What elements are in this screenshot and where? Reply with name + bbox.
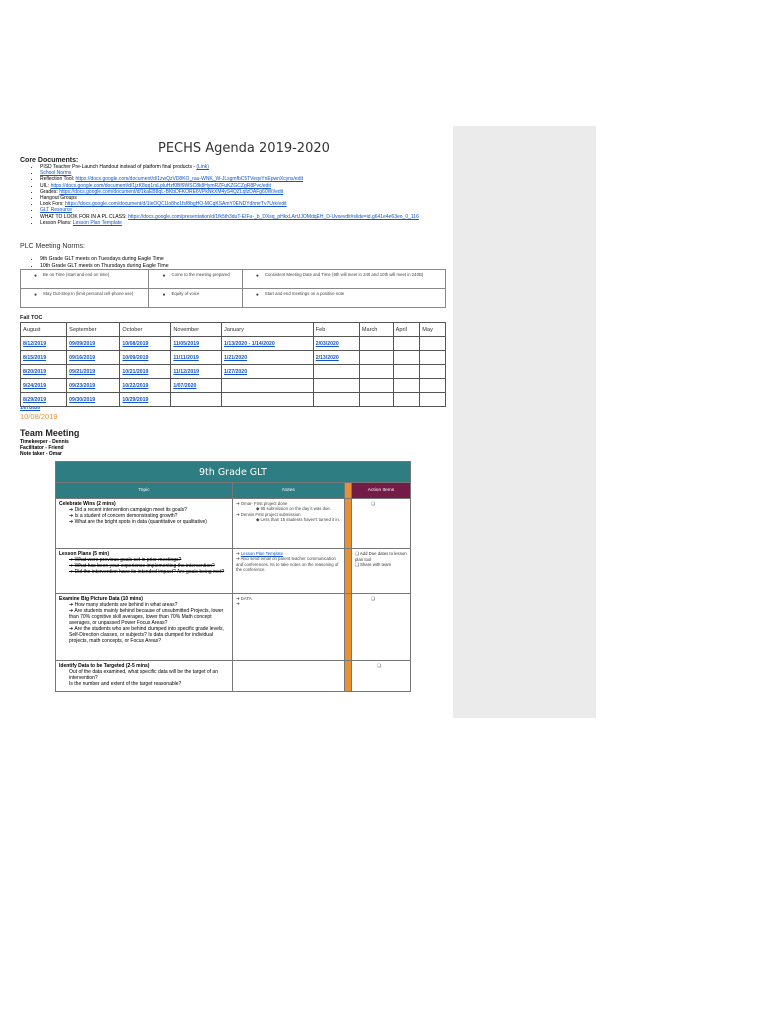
fall-toc-table bbox=[20, 322, 446, 407]
toc-link[interactable]: 8/15/2019 bbox=[21, 351, 67, 365]
section-title: Celebrate Wins (2 mins) bbox=[59, 501, 116, 507]
toc-cell bbox=[313, 365, 359, 379]
norms-table bbox=[20, 269, 446, 308]
topic-cell bbox=[56, 661, 233, 692]
notes-cell bbox=[233, 594, 345, 661]
toc-link[interactable]: 09/16/2019 bbox=[67, 351, 120, 365]
plc-norms-list bbox=[20, 256, 169, 269]
core-documents-list bbox=[20, 164, 460, 226]
section-title: Lesson Plans (5 min) bbox=[59, 551, 110, 557]
norm-cell: ● Be on Time (start and end on time) bbox=[21, 270, 149, 289]
fall-toc-heading: Fall TOC bbox=[20, 315, 43, 321]
list-item: • 10th Grade GLT meets on Thursdays during Eagle Time bbox=[40, 263, 169, 270]
link[interactable]: School Norms bbox=[40, 170, 72, 177]
column-header: March bbox=[359, 323, 393, 337]
toc-link[interactable]: 8/29/2019 bbox=[21, 393, 67, 407]
column-header: May bbox=[420, 323, 446, 337]
column-header: April bbox=[393, 323, 420, 337]
toc-link[interactable]: 8/20/2019 bbox=[21, 365, 67, 379]
table-row bbox=[21, 337, 446, 351]
toc-cell bbox=[393, 365, 420, 379]
list-item: ➔ Is a student of concern demonstrating growth? bbox=[69, 513, 178, 519]
meeting-roles bbox=[20, 440, 69, 457]
toc-link[interactable]: 11/11/2019 bbox=[171, 351, 222, 365]
note-item: ➔ Dennis First project submission bbox=[236, 511, 301, 517]
orange-divider bbox=[345, 483, 352, 499]
toc-cell bbox=[420, 365, 446, 379]
toc-extra-link[interactable]: 1/07/2020 bbox=[20, 405, 41, 410]
orange-divider bbox=[345, 549, 352, 594]
toc-link[interactable]: 9/24/2019 bbox=[21, 379, 67, 393]
checkbox-icon[interactable]: ❏ bbox=[377, 663, 381, 668]
note-item: ➔ DATA bbox=[236, 596, 252, 601]
note-item: ➔ Lesson Plan Template bbox=[236, 551, 283, 556]
toc-link[interactable]: 2/13/2020 bbox=[313, 351, 359, 365]
list-item: • WHAT TO LOOK FOR IN A PL CLASS: https://docs.google.com/presentation/d/1fk5th3duT-EIFu-_b_DXsq_pHkxLArtJJOMdqEH_D-Uvxevdit#slide=id.g641e4e63eo_0_116 bbox=[40, 214, 460, 220]
page-title: PECHS Agenda 2019-2020 bbox=[158, 141, 330, 156]
toc-link[interactable]: 1/21/2020 bbox=[222, 351, 314, 365]
toc-link[interactable]: 1/13/2020 - 1/14/2020 bbox=[222, 337, 314, 351]
notes-cell bbox=[233, 499, 345, 549]
norm-cell: ● Come to the meeting prepared bbox=[149, 270, 242, 289]
toc-link[interactable]: 10/09/2019 bbox=[120, 351, 171, 365]
orange-divider bbox=[345, 499, 352, 549]
notes-header: Notes bbox=[233, 483, 345, 499]
column-header: August bbox=[21, 323, 67, 337]
toc-cell bbox=[313, 393, 359, 407]
toc-link[interactable]: 1/27/2020 bbox=[222, 365, 314, 379]
toc-cell bbox=[171, 393, 222, 407]
link[interactable]: https://docs.google.com/document/d/1jzK8qq1rsLpluHzf0Bf9WSC8k8HymRZFuKZGCZgR8Pvc/edit bbox=[50, 182, 271, 189]
core-documents-heading: Core Documents: bbox=[20, 157, 79, 164]
link[interactable]: Lesson Plan Template bbox=[72, 219, 122, 226]
list-item: ➔ What are the bright spots in data (quantitative or qualitative) bbox=[69, 519, 207, 525]
note-item: ◆ 95 submission on the day it was due. bbox=[256, 506, 331, 512]
plc-norms-heading: PLC Meeting Norms: bbox=[20, 243, 85, 250]
actions-cell bbox=[352, 594, 411, 661]
column-header: October bbox=[120, 323, 171, 337]
column-header: January bbox=[222, 323, 314, 337]
table-row bbox=[21, 365, 446, 379]
link[interactable]: (Link) bbox=[196, 164, 209, 170]
list-item: ➔ Are the students who are behind clumped into specific grade levels, Self-Direction classes, or subjects? Is data clumped for individual projects, math concepts, or Focus Areas? bbox=[69, 626, 224, 644]
toc-cell bbox=[359, 393, 393, 407]
glt-title: 9th Grade GLT bbox=[56, 462, 411, 483]
toc-cell bbox=[359, 337, 393, 351]
topic-cell bbox=[56, 499, 233, 549]
list-item: ➔ Are students mainly behind because of unsubmitted Projects, lower than 70% cognitive skill averages, lower than 70% Math concept averages, or unpassed Power Focus Areas? bbox=[69, 608, 224, 626]
norm-cell: ● Equity of voice bbox=[149, 289, 242, 308]
orange-divider bbox=[345, 594, 352, 661]
list-item: ➔ What were previous goals set in prior meetings? bbox=[69, 557, 182, 563]
list-item: ➔ Did a recent intervention campaign meet its goals? bbox=[69, 507, 187, 513]
action-item[interactable]: ❏ Share with team bbox=[355, 562, 392, 568]
norm-cell: ● Stay Out-Step In (limit personal cell-phone use) bbox=[21, 289, 149, 308]
toc-link[interactable]: 09/30/2019 bbox=[67, 393, 120, 407]
list-item: ➔ Did the intervention have its intended impact? Are goals being met? bbox=[69, 569, 225, 575]
toc-cell bbox=[393, 379, 420, 393]
toc-link[interactable]: 10/21/2019 bbox=[120, 365, 171, 379]
note-item: ➔ bbox=[236, 601, 240, 607]
table-row bbox=[21, 351, 446, 365]
toc-link[interactable]: 09/23/2019 bbox=[67, 379, 120, 393]
list-item: • 9th Grade GLT meets on Tuesdays during Eagle Time bbox=[40, 256, 169, 263]
checkbox-icon[interactable]: ❏ bbox=[371, 501, 375, 506]
link[interactable]: https://docs.google.com/document/d/1leOQCUo8hc1fsf8bgHO-MCqKSAmY0ENDYdhmrTv7Urk/edit bbox=[65, 201, 287, 208]
link[interactable]: https://docs.google.com/presentation/d/1fk5th3duT-EIFu-_b_DXsq_pHkxLArtJJOMdqEH_D-Uvxevdit#slide=id.g641e4e63eo_0_116 bbox=[128, 213, 419, 220]
toc-link[interactable]: 10/22/2019 bbox=[120, 379, 171, 393]
glt-agenda-table bbox=[55, 461, 411, 692]
lesson-plan-link[interactable]: Lesson Plan Template bbox=[240, 551, 283, 556]
list-item: Is the number and extent of the target reasonable? bbox=[69, 681, 182, 687]
toc-cell bbox=[393, 351, 420, 365]
list-item: • Lesson Plans: Lesson Plan Template bbox=[40, 220, 460, 226]
list-item: ➔ How many students are behind in what areas? bbox=[69, 602, 178, 608]
actions-cell bbox=[352, 549, 411, 594]
norm-cell: ● Start and end meetings on a positive note bbox=[242, 289, 445, 308]
toc-link[interactable]: 09/21/2019 bbox=[67, 365, 120, 379]
section-title: Identify Data to be Targeted (2-5 mins) bbox=[59, 663, 150, 669]
toc-cell bbox=[393, 337, 420, 351]
toc-cell bbox=[359, 365, 393, 379]
note-item: ➔ Also send email on parent teacher communication and conferences. Its to take notes on the reasoning of the conference. bbox=[236, 556, 339, 573]
toc-cell bbox=[222, 393, 314, 407]
section-title: Examine Big Picture Data (10 mins) bbox=[59, 596, 143, 602]
toc-link[interactable]: 10/08/2019 bbox=[120, 337, 171, 351]
topic-cell bbox=[56, 594, 233, 661]
column-header: Feb bbox=[313, 323, 359, 337]
list-item: ➔ What has been your experience implementing the intervention? bbox=[69, 563, 215, 569]
role-note-taker: Note taker - Omar bbox=[20, 450, 62, 457]
list-item: • UIL: https://docs.google.com/document/d/1jzK8qq1rsLpluHzf0Bf9WSC8k8HymRZFuKZGCZgR8Pvc/edit bbox=[40, 183, 460, 189]
toc-cell bbox=[420, 351, 446, 365]
toc-link[interactable]: 8/12/2019 bbox=[21, 337, 67, 351]
toc-link[interactable]: 2/03/2020 bbox=[313, 337, 359, 351]
comment-pane bbox=[453, 126, 596, 718]
table-row bbox=[56, 549, 411, 594]
toc-link[interactable]: 11/05/2019 bbox=[171, 337, 222, 351]
toc-cell bbox=[393, 393, 420, 407]
checkbox-icon[interactable]: ❏ bbox=[371, 596, 375, 601]
role-timekeeper: Timekeeper - Dennis bbox=[20, 439, 69, 445]
list-item: • Hangout Groups bbox=[40, 195, 460, 201]
table-row bbox=[56, 661, 411, 692]
column-header: November bbox=[171, 323, 222, 337]
note-item: ◆ Less than 15 students haven't turned it in. bbox=[256, 517, 340, 523]
toc-cell bbox=[420, 379, 446, 393]
meeting-date: 10/08/2019 bbox=[20, 412, 58, 421]
toc-cell bbox=[222, 379, 314, 393]
list-item: Out of the data examined, what specific data will be the target of an intervention? bbox=[69, 669, 218, 681]
note-item: ➔ Omar- First project done bbox=[236, 501, 288, 506]
table-row bbox=[21, 393, 446, 407]
toc-link[interactable]: 09/09/2019 bbox=[67, 337, 120, 351]
toc-cell bbox=[313, 379, 359, 393]
orange-divider bbox=[345, 661, 352, 692]
link[interactable]: GLT Resource bbox=[40, 207, 73, 214]
toc-cell bbox=[420, 337, 446, 351]
list-item: • PISD Teacher Pre-Launch Handout instead of platform final products - (Link) bbox=[40, 164, 460, 170]
toc-cell bbox=[420, 393, 446, 407]
role-facilitator: Facilitator - Friend bbox=[20, 444, 64, 451]
topic-header: Topic bbox=[56, 483, 233, 499]
toc-link[interactable]: 1/07/2020 bbox=[171, 379, 222, 393]
table-row bbox=[21, 379, 446, 393]
link[interactable]: https://docs.google.com/document/d/1kaEB8qL-BKbDFKORE6VPkNkXM4yS4QZLqfzDAFg60WI/edit bbox=[59, 188, 284, 195]
table-row bbox=[56, 499, 411, 549]
notes-cell bbox=[233, 549, 345, 594]
list-item: • Look Fors: https://docs.google.com/document/d/1leOQCUo8hc1fsf8bgHO-MCqKSAmY0ENDYdhmrTv7Urk/edit bbox=[40, 201, 460, 207]
table-row bbox=[56, 594, 411, 661]
list-item: • Grades: https://docs.google.com/document/d/1kaEB8qL-BKbDFKORE6VPkNkXM4yS4QZLqfzDAFg60WI/edit bbox=[40, 189, 460, 195]
team-meeting-heading: Team Meeting bbox=[20, 428, 80, 438]
toc-link[interactable]: 10/29/2019 bbox=[120, 393, 171, 407]
list-item: • Reflection Tool: https://docs.google.com/document/d/1zwQzVD8KO_rau-WNK_W-JLsgmfbC5TVeqvYnEpwnXcyns/edit bbox=[40, 176, 460, 182]
toc-cell bbox=[359, 379, 393, 393]
toc-link[interactable]: 11/12/2019 bbox=[171, 365, 222, 379]
notes-cell bbox=[233, 661, 345, 692]
action-item[interactable]: ❏ Add Due dates to lesson plan tool bbox=[355, 551, 407, 562]
actions-cell bbox=[352, 661, 411, 692]
column-header: September bbox=[67, 323, 120, 337]
link[interactable]: https://docs.google.com/document/d/1zwQzVD8KO_rau-WNK_W-JLsgmfbC5TVeqvYnEpwnXcyns/edit bbox=[75, 176, 303, 183]
action-items-header: Action Items bbox=[352, 483, 411, 499]
toc-cell bbox=[359, 351, 393, 365]
actions-cell bbox=[352, 499, 411, 549]
norm-cell: ● Consistent Meeting Date and Time (9th will meet in 240 and 10th will meet in 240B) bbox=[242, 270, 445, 289]
topic-cell bbox=[56, 549, 233, 594]
